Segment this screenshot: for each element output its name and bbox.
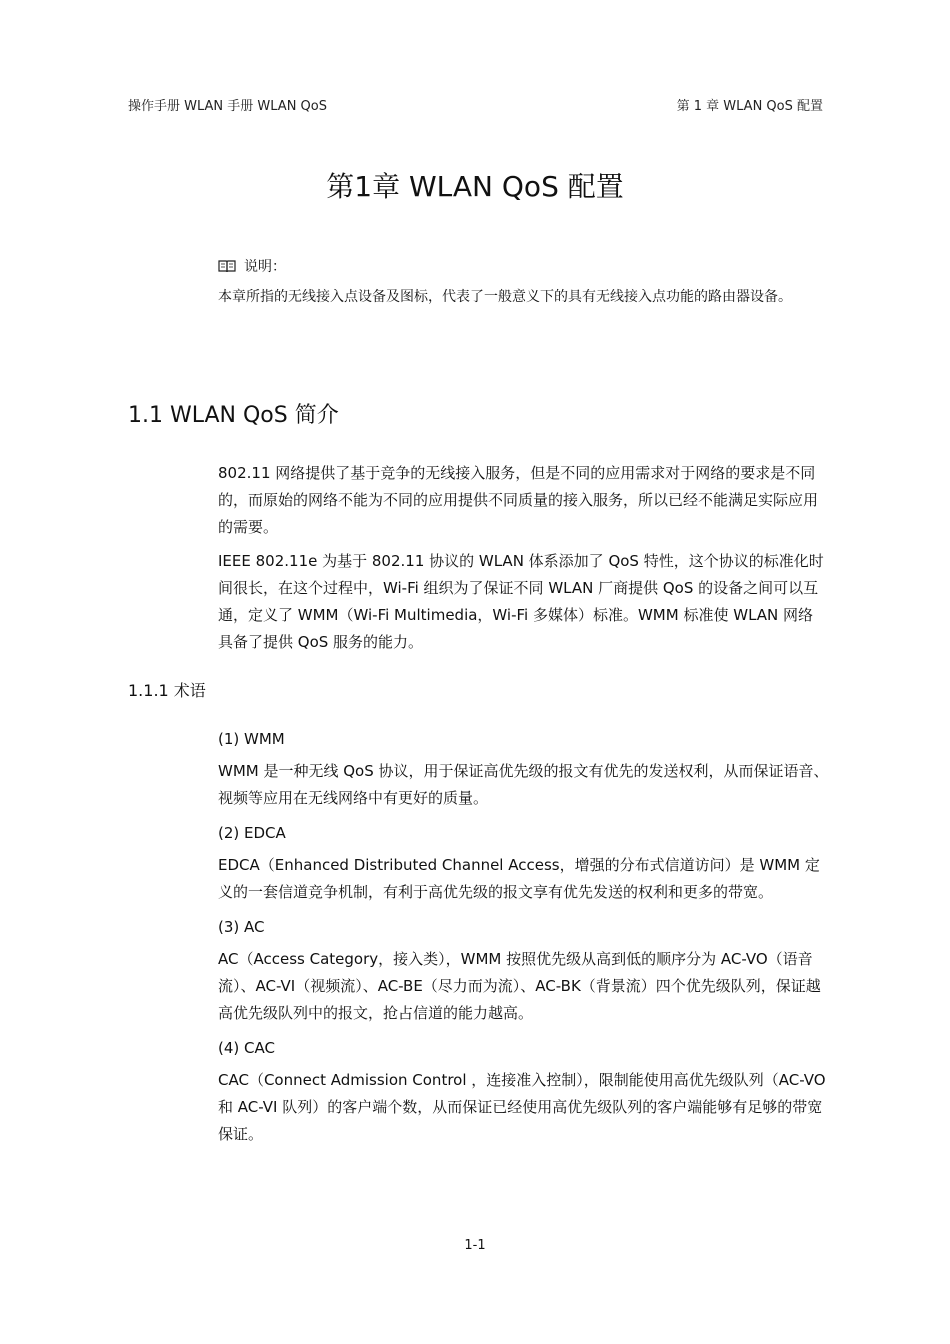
note-box (218, 256, 828, 311)
running-header-right: 第 1 章 WLAN QoS 配置 (676, 99, 823, 114)
section-title: 1.1 WLAN QoS 简介 (128, 403, 339, 428)
term-definition: WMM 是一种无线 QoS 协议，用于保证高优先级的报文有优先的发送权利，从而保证语音、视频等应用在无线网络中有更好的质量。 (218, 762, 829, 807)
note-header (218, 256, 828, 276)
note-text: 本章所指的无线接入点设备及图标，代表了一般意义下的具有无线接入点功能的路由器设备。 (218, 289, 792, 305)
intro-paragraph-1: 802.11 网络提供了基于竞争的无线接入服务，但是不同的应用需求对于网络的要求是不同的，而原始的网络不能为不同的应用提供不同质量的接入服务，所以已经不能满足实际应用的需要。 (218, 464, 819, 536)
subsection-title: 1.1.1 术语 (128, 681, 206, 700)
term-heading: (2) EDCA (218, 824, 286, 842)
term-heading: (4) CAC (218, 1039, 275, 1057)
note-label: 说明： (244, 259, 286, 275)
term-item (218, 1035, 830, 1148)
term-item (218, 820, 830, 906)
term-item (218, 914, 830, 1027)
page-number: 1-1 (464, 1238, 486, 1253)
term-heading: (1) WMM (218, 730, 285, 748)
term-heading: (3) AC (218, 918, 265, 936)
book-icon (218, 259, 236, 273)
term-definition: EDCA（Enhanced Distributed Channel Access，增强的分布式信道访问）是 WMM 定义的一套信道竞争机制，有利于高优先级的报文享有优先发送的权利和更多的带宽。 (218, 856, 820, 901)
term-definition: AC（Access Category，接入类），WMM 按照优先级从高到低的顺序分为 AC-VO（语音流）、AC-VI（视频流）、AC-BE（尽力而为流）、AC-BK（背景流）四个优先级队列，保证越高优先级队列中的报文，抢占信道的能力越高。 (218, 950, 821, 1022)
terms-list (218, 726, 830, 1156)
term-item (218, 726, 830, 812)
running-header-left: 操作手册 WLAN 手册 WLAN QoS (128, 99, 327, 114)
intro-paragraph-2: IEEE 802.11e 为基于 802.11 协议的 WLAN 体系添加了 QoS 特性，这个协议的标准化时间很长，在这个过程中，Wi-Fi 组织为了保证不同 WLAN 厂商提供 QoS 的设备之间可以互通，定义了 WMM（Wi-Fi Multimedia，Wi-Fi 多媒体）标准。WMM 标准使 WLAN 网络具备了提供 QoS 服务的能力。 (218, 552, 824, 651)
term-definition: CAC（Connect Admission Control ，连接准入控制），限制能使用高优先级队列（AC-VO 和 AC-VI 队列）的客户端个数，从而保证已经使用高优先级队列的客户端能够有足够的带宽保证。 (218, 1071, 826, 1143)
chapter-title: 第1章 WLAN QoS 配置 (326, 170, 624, 203)
